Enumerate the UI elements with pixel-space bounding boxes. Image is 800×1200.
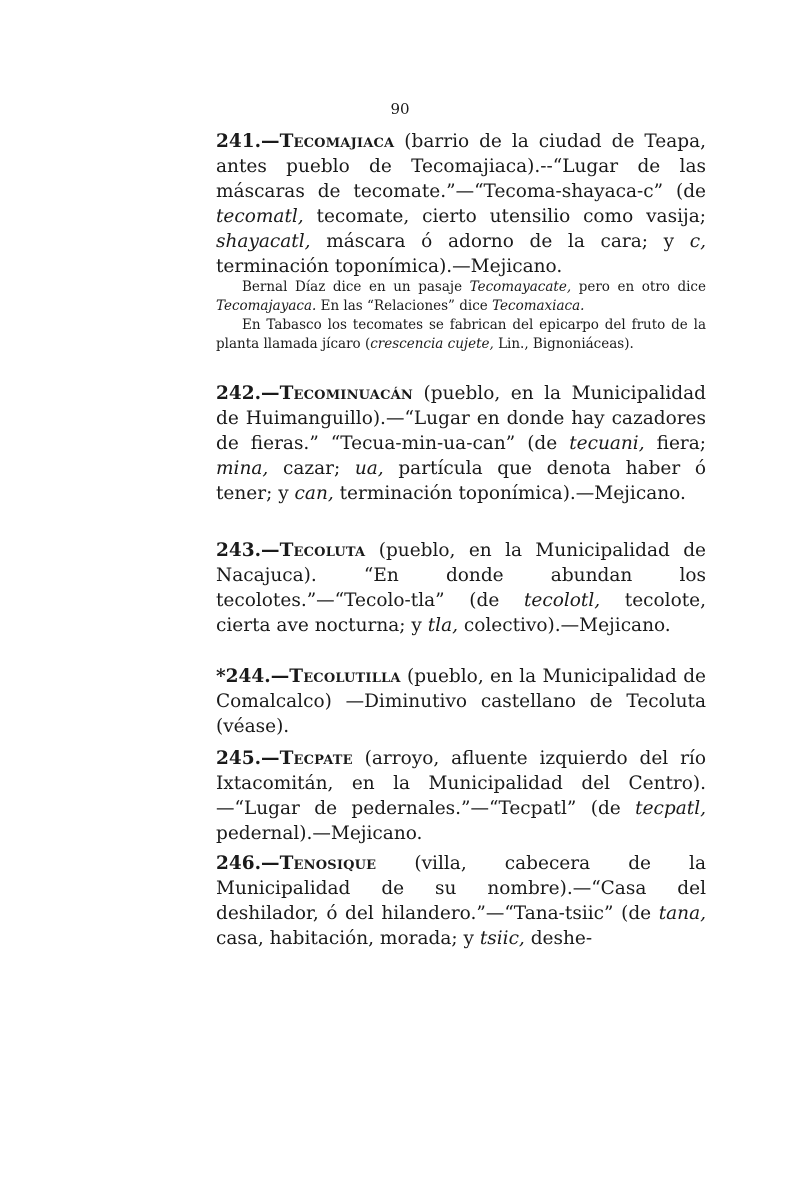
text-run: (pueblo, en la Municipalidad de Nacajuca). “En donde abundan los tecolotes.”—“Tecolo-tla” (de — [216, 540, 706, 611]
italic-term: can, — [294, 483, 334, 504]
note-paragraph — [216, 316, 706, 354]
text-run: pedernal).—Mejicano. — [216, 823, 423, 844]
text-run: tecomate, cierto utensilio como vasija; — [303, 206, 706, 227]
text-run: máscara ó adorno de la cara; y — [310, 231, 690, 252]
italic-term: crescencia cujete, — [370, 336, 494, 352]
italic-term: ua, — [354, 458, 384, 479]
entry-245 — [216, 746, 706, 846]
text-run: terminación toponímica).—Mejicano. — [216, 256, 563, 277]
italic-term: shayacatl, — [216, 231, 311, 252]
italic-term: c, — [689, 231, 706, 252]
text-run: casa, habitación, morada; y — [216, 928, 480, 949]
entry-243 — [216, 538, 706, 638]
text-run: En Tabasco los tecomates se fabrican del epicarpo del fruto de la planta llamada jícaro ( — [216, 317, 706, 352]
italic-term: tana, — [658, 903, 706, 924]
text-run: terminación toponímica).—Mejicano. — [333, 483, 686, 504]
italic-term: Tecomayacate, — [469, 279, 572, 295]
italic-term: mina, — [216, 458, 269, 479]
note-paragraph — [216, 278, 706, 316]
italic-term: tla, — [427, 615, 458, 636]
entry-headword: Tecoluta — [279, 540, 366, 561]
entry-number: 241.— — [216, 131, 280, 152]
page-number: 90 — [390, 100, 410, 118]
text-run: fiera; — [644, 433, 706, 454]
entry-headword: Tecpate — [279, 748, 353, 769]
entry-headword: Tenosique — [279, 853, 377, 874]
text-run: (pueblo, en la Municipalidad de Comalcalco) —Diminutivo castellano de Tecoluta (véase). — [216, 666, 706, 737]
entry-number: 242.— — [216, 383, 280, 404]
italic-term: Tecomajayaca. — [216, 298, 317, 314]
text-run: cazar; — [268, 458, 355, 479]
entry-body — [216, 131, 706, 277]
text-run: partícula que denota haber ó tener; y — [216, 458, 706, 504]
text-run: Lin., Bignoniáceas). — [493, 336, 634, 352]
italic-term: tsiic, — [479, 928, 525, 949]
italic-term: Tecomaxiaca. — [492, 298, 585, 314]
entry-headword: Tecomajiaca — [279, 131, 395, 152]
entry-241 — [216, 129, 706, 279]
entry-246 — [216, 851, 706, 951]
text-run: (pueblo, en la Municipalidad de Huimanguillo).—“Lugar en donde hay cazadores de fieras.” “Tecua-min-ua-can” (de — [216, 383, 706, 454]
text-run: colectivo).—Mejicano. — [458, 615, 671, 636]
text-run: (arroyo, afluente izquierdo del río Ixtacomitán, en la Municipalidad del Centro).—“Lugar de pedernales.”—“Tecpatl” (de — [216, 748, 706, 819]
entry-number: 246.— — [216, 853, 280, 874]
italic-term: tecomatl, — [216, 206, 304, 227]
text-run: tecolote, cierta ave nocturna; y — [216, 590, 706, 636]
text-run: deshe- — [524, 928, 593, 949]
entry-headword: Tecolutilla — [289, 666, 401, 687]
italic-term: tecuani, — [569, 433, 645, 454]
italic-term: tecolotl, — [523, 590, 601, 611]
entry-headword: Tecominuacán — [279, 383, 414, 404]
entry-number: 243.— — [216, 540, 280, 561]
text-run: Bernal Díaz dice en un pasaje — [242, 279, 470, 295]
entry-244 — [216, 664, 706, 739]
entry-242 — [216, 381, 706, 506]
italic-term: tecpatl, — [635, 798, 706, 819]
text-run: (barrio de la ciudad de Teapa, antes pueblo de Tecomajiaca).--“Lugar de las máscaras de tecomate.”—“Tecoma-shayaca-c” (de — [216, 131, 706, 202]
entry-number: 245.— — [216, 748, 280, 769]
text-run: En las “Relaciones” dice — [316, 298, 493, 314]
footnote — [216, 278, 706, 354]
text-run: pero en otro dice — [571, 279, 706, 295]
text-run: (villa, cabecera de la Municipalidad de su nombre).—“Casa del deshilador, ó del hilandero.”—“Tana-tsiic” (de — [216, 853, 706, 924]
entry-number: *244.— — [216, 666, 290, 687]
